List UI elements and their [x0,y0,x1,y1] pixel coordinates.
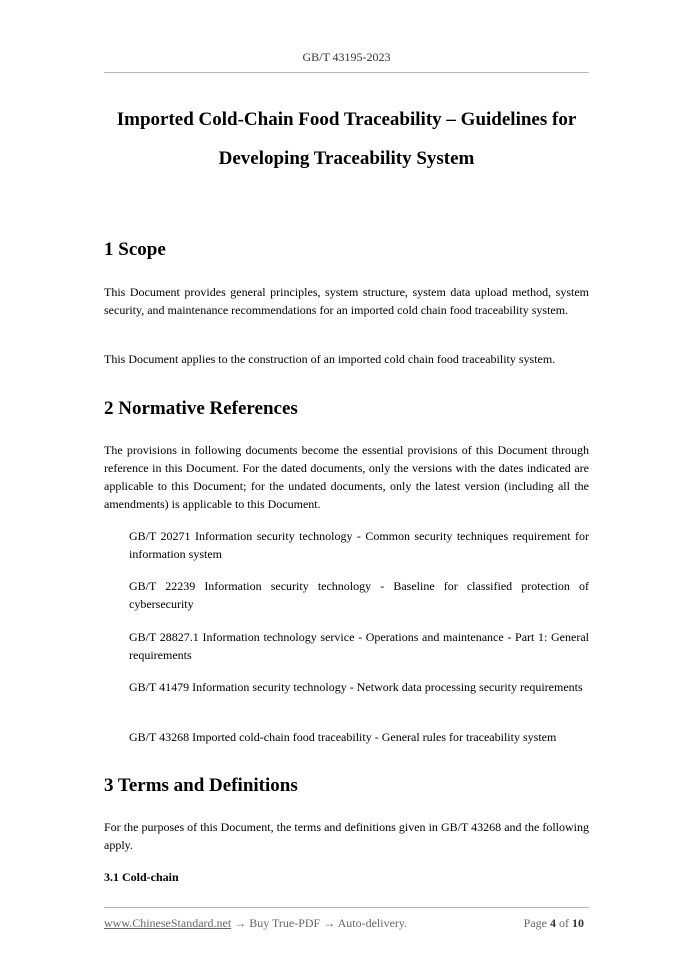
of-label: of [559,916,569,930]
reference-item: GB/T 43268 Imported cold-chain food traceability - General rules for traceability system [129,730,557,744]
page-number: 4 [550,916,556,930]
section-heading-scope: 1 Scope [104,239,166,260]
buy-true-pdf-text: Buy True-PDF [249,916,321,930]
reference-item: GB/T 22239 Information security technology - Baseline for classified protection of cybersecurity [129,579,589,611]
title-line-1: Imported Cold-Chain Food Traceability – Guidelines for [116,109,577,130]
scope-paragraph-2: This Document applies to the construction of an imported cold chain food traceability system. [104,352,556,366]
reference-item: GB/T 20271 Information security technology - Common security techniques requirement for information system [129,529,589,561]
arrow-right-icon: → [234,916,247,930]
normative-intro-paragraph: The provisions in following documents become the essential provisions of this Document through reference in this Document. For the dated documents, only the versions with the dates indicated are applicable to this Document; for the undated documents, only the latest version (including all the amendments) is applicable to this Document. [104,443,589,511]
auto-delivery-text: Auto-delivery. [337,916,408,930]
reference-item: GB/T 28827.1 Information technology service - Operations and maintenance - Part 1: General requirements [129,630,589,662]
reference-item: GB/T 41479 Information security technology - Network data processing security requirements [129,680,583,694]
page-total: 10 [572,916,584,930]
title-line-2: Developing Traceability System [218,148,475,169]
scope-paragraph-1: This Document provides general principles, system structure, system data upload method, system security, and maintenance recommendations for an imported cold chain food traceability system. [104,285,589,317]
page-label: Page [523,916,547,930]
page-footer [104,916,589,934]
header-standard-code: GB/T 43195-2023 [302,50,391,64]
section-heading-normative-references: 2 Normative References [104,398,298,419]
footer-links [104,916,407,931]
subsection-heading-cold-chain: 3.1 Cold-chain [104,870,179,884]
website-link[interactable]: www.ChineseStandard.net [104,916,232,930]
document-title [104,100,589,178]
footer-divider [104,907,589,908]
arrow-right-icon: → [323,916,336,930]
page-indicator [524,916,584,931]
header-divider [104,72,589,73]
terms-intro-paragraph: For the purposes of this Document, the terms and definitions given in GB/T 43268 and the following apply. [104,820,589,852]
section-heading-terms: 3 Terms and Definitions [104,775,298,796]
